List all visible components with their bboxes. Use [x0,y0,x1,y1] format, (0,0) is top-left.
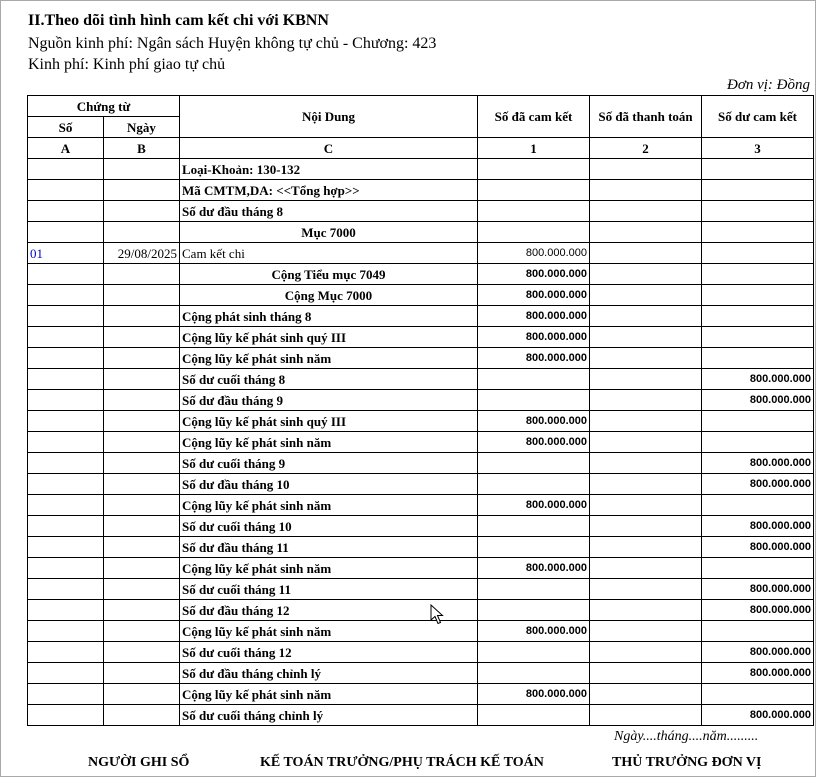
table-row [28,579,814,600]
signer-recorder: NGƯỜI GHI SỔ [88,755,190,770]
cell-so-da-cam-ket [478,642,590,663]
cell-ngay [104,474,180,495]
cell-so-da-cam-ket: 800.000.000 [478,495,590,516]
cell-noi-dung: Loại-Khoản: 130-132 [180,159,478,180]
cell-so-da-thanh-toan [590,327,702,348]
commitment-table [27,95,814,726]
table-row [28,621,814,642]
cell-so-da-thanh-toan [590,264,702,285]
cell-ngay [104,516,180,537]
cell-so [28,453,104,474]
cell-so-da-thanh-toan [590,432,702,453]
header-chung-tu: Chứng từ [28,96,180,117]
cell-so-da-cam-ket: 800.000.000 [478,432,590,453]
cell-so-du-cam-ket: 800.000.000 [702,642,814,663]
cell-ngay [104,579,180,600]
table-row [28,180,814,201]
cell-ngay [104,264,180,285]
cell-so [28,285,104,306]
cell-so-da-cam-ket: 800.000.000 [478,621,590,642]
cell-so-du-cam-ket [702,327,814,348]
cell-so-da-thanh-toan [590,222,702,243]
table-row [28,516,814,537]
cell-so-da-cam-ket [478,579,590,600]
cell-so-du-cam-ket: 800.000.000 [702,600,814,621]
table-body [28,159,814,726]
cell-so-da-thanh-toan [590,621,702,642]
table-row [28,600,814,621]
cell-so [28,516,104,537]
column-letter-row [28,138,814,159]
section-title: II.Theo dõi tình hình cam kết chi với KBNN [28,12,329,29]
cell-so-du-cam-ket: 800.000.000 [702,663,814,684]
cell-so-da-cam-ket [478,516,590,537]
table-row [28,474,814,495]
cell-so [28,705,104,726]
cell-so-da-cam-ket: 800.000.000 [478,684,590,705]
cell-so-du-cam-ket [702,684,814,705]
table-row [28,222,814,243]
cell-so-du-cam-ket [702,159,814,180]
cell-so [28,495,104,516]
cell-ngay [104,495,180,516]
table-row [28,243,814,264]
funding-source: Nguồn kinh phí: Ngân sách Huyện không tự chủ - Chương: 423 [28,35,437,52]
cell-noi-dung: Số dư cuối tháng 11 [180,579,478,600]
cell-so-du-cam-ket: 800.000.000 [702,516,814,537]
cell-ngay: 29/08/2025 [104,243,180,264]
cell-so [28,558,104,579]
cell-noi-dung: Số dư đầu tháng 10 [180,474,478,495]
cell-so-da-thanh-toan [590,663,702,684]
cell-noi-dung: Cộng lũy kế phát sinh năm [180,558,478,579]
cell-so-du-cam-ket: 800.000.000 [702,705,814,726]
cell-so-da-cam-ket [478,537,590,558]
cell-so-da-cam-ket: 800.000.000 [478,264,590,285]
cell-so-da-cam-ket [478,390,590,411]
cell-so: 01 [28,243,104,264]
cell-ngay [104,306,180,327]
table-row [28,453,814,474]
date-line: Ngày....tháng....năm......... [614,729,759,744]
table-row [28,369,814,390]
cell-noi-dung: Cam kết chi [180,243,478,264]
cell-noi-dung: Số dư cuối tháng 8 [180,369,478,390]
table-row [28,411,814,432]
cell-noi-dung: Cộng lũy kế phát sinh năm [180,348,478,369]
cell-so-du-cam-ket: 800.000.000 [702,537,814,558]
signer-unit-head: THỦ TRƯỞNG ĐƠN VỊ [612,755,762,770]
cell-ngay [104,600,180,621]
cell-so-da-thanh-toan [590,558,702,579]
table-row [28,432,814,453]
cell-so [28,642,104,663]
cell-so-da-thanh-toan [590,600,702,621]
cell-so-da-thanh-toan [590,159,702,180]
column-letter: B [104,138,180,159]
cell-so-da-thanh-toan [590,411,702,432]
cell-so-da-cam-ket [478,453,590,474]
signer-chief-accountant: KẾ TOÁN TRƯỞNG/PHỤ TRÁCH KẾ TOÁN [260,755,544,770]
cell-ngay [104,369,180,390]
table-row [28,327,814,348]
cell-so [28,621,104,642]
cell-so-da-thanh-toan [590,348,702,369]
cell-so-da-cam-ket: 800.000.000 [478,348,590,369]
cell-so-da-thanh-toan [590,285,702,306]
funding-type: Kinh phí: Kinh phí giao tự chủ [28,56,226,73]
header-ngay: Ngày [104,117,180,138]
cell-ngay [104,390,180,411]
header-so-du-cam-ket: Số dư cam kết [702,96,814,138]
column-letter: A [28,138,104,159]
cell-ngay [104,621,180,642]
cell-so-da-cam-ket: 800.000.000 [478,306,590,327]
table-row [28,390,814,411]
cell-noi-dung: Số dư cuối tháng 10 [180,516,478,537]
table-row [28,495,814,516]
cell-so-du-cam-ket [702,222,814,243]
cell-so-da-thanh-toan [590,201,702,222]
header-so: Số [28,117,104,138]
cell-noi-dung: Số dư cuối tháng 9 [180,453,478,474]
cell-noi-dung: Số dư cuối tháng 12 [180,642,478,663]
cell-so-da-cam-ket [478,663,590,684]
cell-so-da-thanh-toan [590,474,702,495]
cell-so-da-thanh-toan [590,537,702,558]
cell-so [28,663,104,684]
cell-so-da-cam-ket: 800.000.000 [478,327,590,348]
cell-so-da-cam-ket: 800.000.000 [478,558,590,579]
cell-ngay [104,432,180,453]
cell-so [28,159,104,180]
cell-so [28,369,104,390]
cell-so-da-cam-ket: 800.000.000 [478,243,590,264]
cell-ngay [104,222,180,243]
cell-so-da-cam-ket [478,159,590,180]
cell-so-da-thanh-toan [590,453,702,474]
cell-so [28,537,104,558]
cell-so-da-thanh-toan [590,516,702,537]
cell-so-du-cam-ket [702,432,814,453]
cell-so-du-cam-ket: 800.000.000 [702,369,814,390]
cell-noi-dung: Mã CMTM,DA: <<Tổng hợp>> [180,180,478,201]
cell-so-da-cam-ket [478,369,590,390]
table-row [28,264,814,285]
cell-noi-dung: Số dư đầu tháng 9 [180,390,478,411]
header-so-da-cam-ket: Số đã cam kết [478,96,590,138]
cell-ngay [104,285,180,306]
cell-noi-dung: Số dư đầu tháng chỉnh lý [180,663,478,684]
cell-so-da-cam-ket [478,474,590,495]
cell-so [28,201,104,222]
cell-so [28,222,104,243]
cell-so-du-cam-ket: 800.000.000 [702,453,814,474]
cell-so [28,474,104,495]
cell-noi-dung: Cộng lũy kế phát sinh năm [180,621,478,642]
cell-so-du-cam-ket [702,306,814,327]
cell-so-da-cam-ket: 800.000.000 [478,285,590,306]
cell-noi-dung: Cộng lũy kế phát sinh quý III [180,411,478,432]
cell-ngay [104,327,180,348]
cell-noi-dung: Số dư cuối tháng chỉnh lý [180,705,478,726]
table-row [28,558,814,579]
column-letter: 1 [478,138,590,159]
cell-so [28,348,104,369]
cell-noi-dung: Cộng phát sinh tháng 8 [180,306,478,327]
cell-ngay [104,705,180,726]
cell-ngay [104,348,180,369]
table-row [28,159,814,180]
cell-so [28,327,104,348]
cell-noi-dung: Mục 7000 [180,222,478,243]
cell-so [28,684,104,705]
cell-so-du-cam-ket [702,201,814,222]
cell-so-du-cam-ket [702,348,814,369]
cell-so-da-thanh-toan [590,705,702,726]
cell-so [28,432,104,453]
cell-noi-dung: Cộng lũy kế phát sinh năm [180,495,478,516]
cell-ngay [104,411,180,432]
cell-so-da-cam-ket: 800.000.000 [478,411,590,432]
cell-noi-dung: Cộng Mục 7000 [180,285,478,306]
currency-unit: Đơn vị: Đồng [727,77,810,93]
cell-so-da-thanh-toan [590,306,702,327]
cell-noi-dung: Số dư đầu tháng 11 [180,537,478,558]
table-row [28,663,814,684]
mouse-pointer-icon [430,604,446,626]
column-letter: 3 [702,138,814,159]
cell-so-du-cam-ket [702,285,814,306]
cell-so-du-cam-ket [702,411,814,432]
cell-ngay [104,453,180,474]
cell-so-du-cam-ket [702,264,814,285]
header-so-da-thanh-toan: Số đã thanh toán [590,96,702,138]
table-row [28,705,814,726]
cell-ngay [104,558,180,579]
cell-ngay [104,201,180,222]
cell-so-du-cam-ket [702,243,814,264]
column-letter: C [180,138,478,159]
cell-ngay [104,180,180,201]
cell-so-du-cam-ket: 800.000.000 [702,579,814,600]
cell-so-da-cam-ket [478,600,590,621]
cell-so [28,180,104,201]
cell-so-da-thanh-toan [590,390,702,411]
cell-so-da-thanh-toan [590,684,702,705]
cell-ngay [104,663,180,684]
cell-ngay [104,642,180,663]
cell-so-du-cam-ket [702,495,814,516]
table-row [28,201,814,222]
cell-so-da-thanh-toan [590,243,702,264]
cell-noi-dung: Số dư đầu tháng 12 [180,600,478,621]
cell-so-du-cam-ket [702,621,814,642]
cell-noi-dung: Cộng lũy kế phát sinh năm [180,684,478,705]
cell-so-da-thanh-toan [590,180,702,201]
cell-so-da-cam-ket [478,180,590,201]
header-noi-dung: Nội Dung [180,96,478,138]
table-row [28,285,814,306]
cell-so-da-thanh-toan [590,495,702,516]
table-row [28,348,814,369]
cell-so-da-cam-ket [478,705,590,726]
cell-so [28,579,104,600]
cell-noi-dung: Cộng lũy kế phát sinh quý III [180,327,478,348]
cell-so-du-cam-ket: 800.000.000 [702,474,814,495]
cell-so-du-cam-ket [702,558,814,579]
cell-so [28,600,104,621]
cell-so-da-thanh-toan [590,369,702,390]
cell-so-da-thanh-toan [590,642,702,663]
cell-so-da-cam-ket [478,222,590,243]
cell-noi-dung: Cộng Tiểu mục 7049 [180,264,478,285]
cell-ngay [104,159,180,180]
cell-so [28,411,104,432]
table-row [28,684,814,705]
cell-so [28,390,104,411]
cell-noi-dung: Số dư đầu tháng 8 [180,201,478,222]
cell-so-da-cam-ket [478,201,590,222]
cell-ngay [104,684,180,705]
cell-so-du-cam-ket: 800.000.000 [702,390,814,411]
cell-so [28,264,104,285]
cell-so-du-cam-ket [702,180,814,201]
cell-so-da-thanh-toan [590,579,702,600]
table-row [28,306,814,327]
column-letter: 2 [590,138,702,159]
table-row [28,642,814,663]
table-row [28,537,814,558]
cell-noi-dung: Cộng lũy kế phát sinh năm [180,432,478,453]
cell-so [28,306,104,327]
cell-ngay [104,537,180,558]
